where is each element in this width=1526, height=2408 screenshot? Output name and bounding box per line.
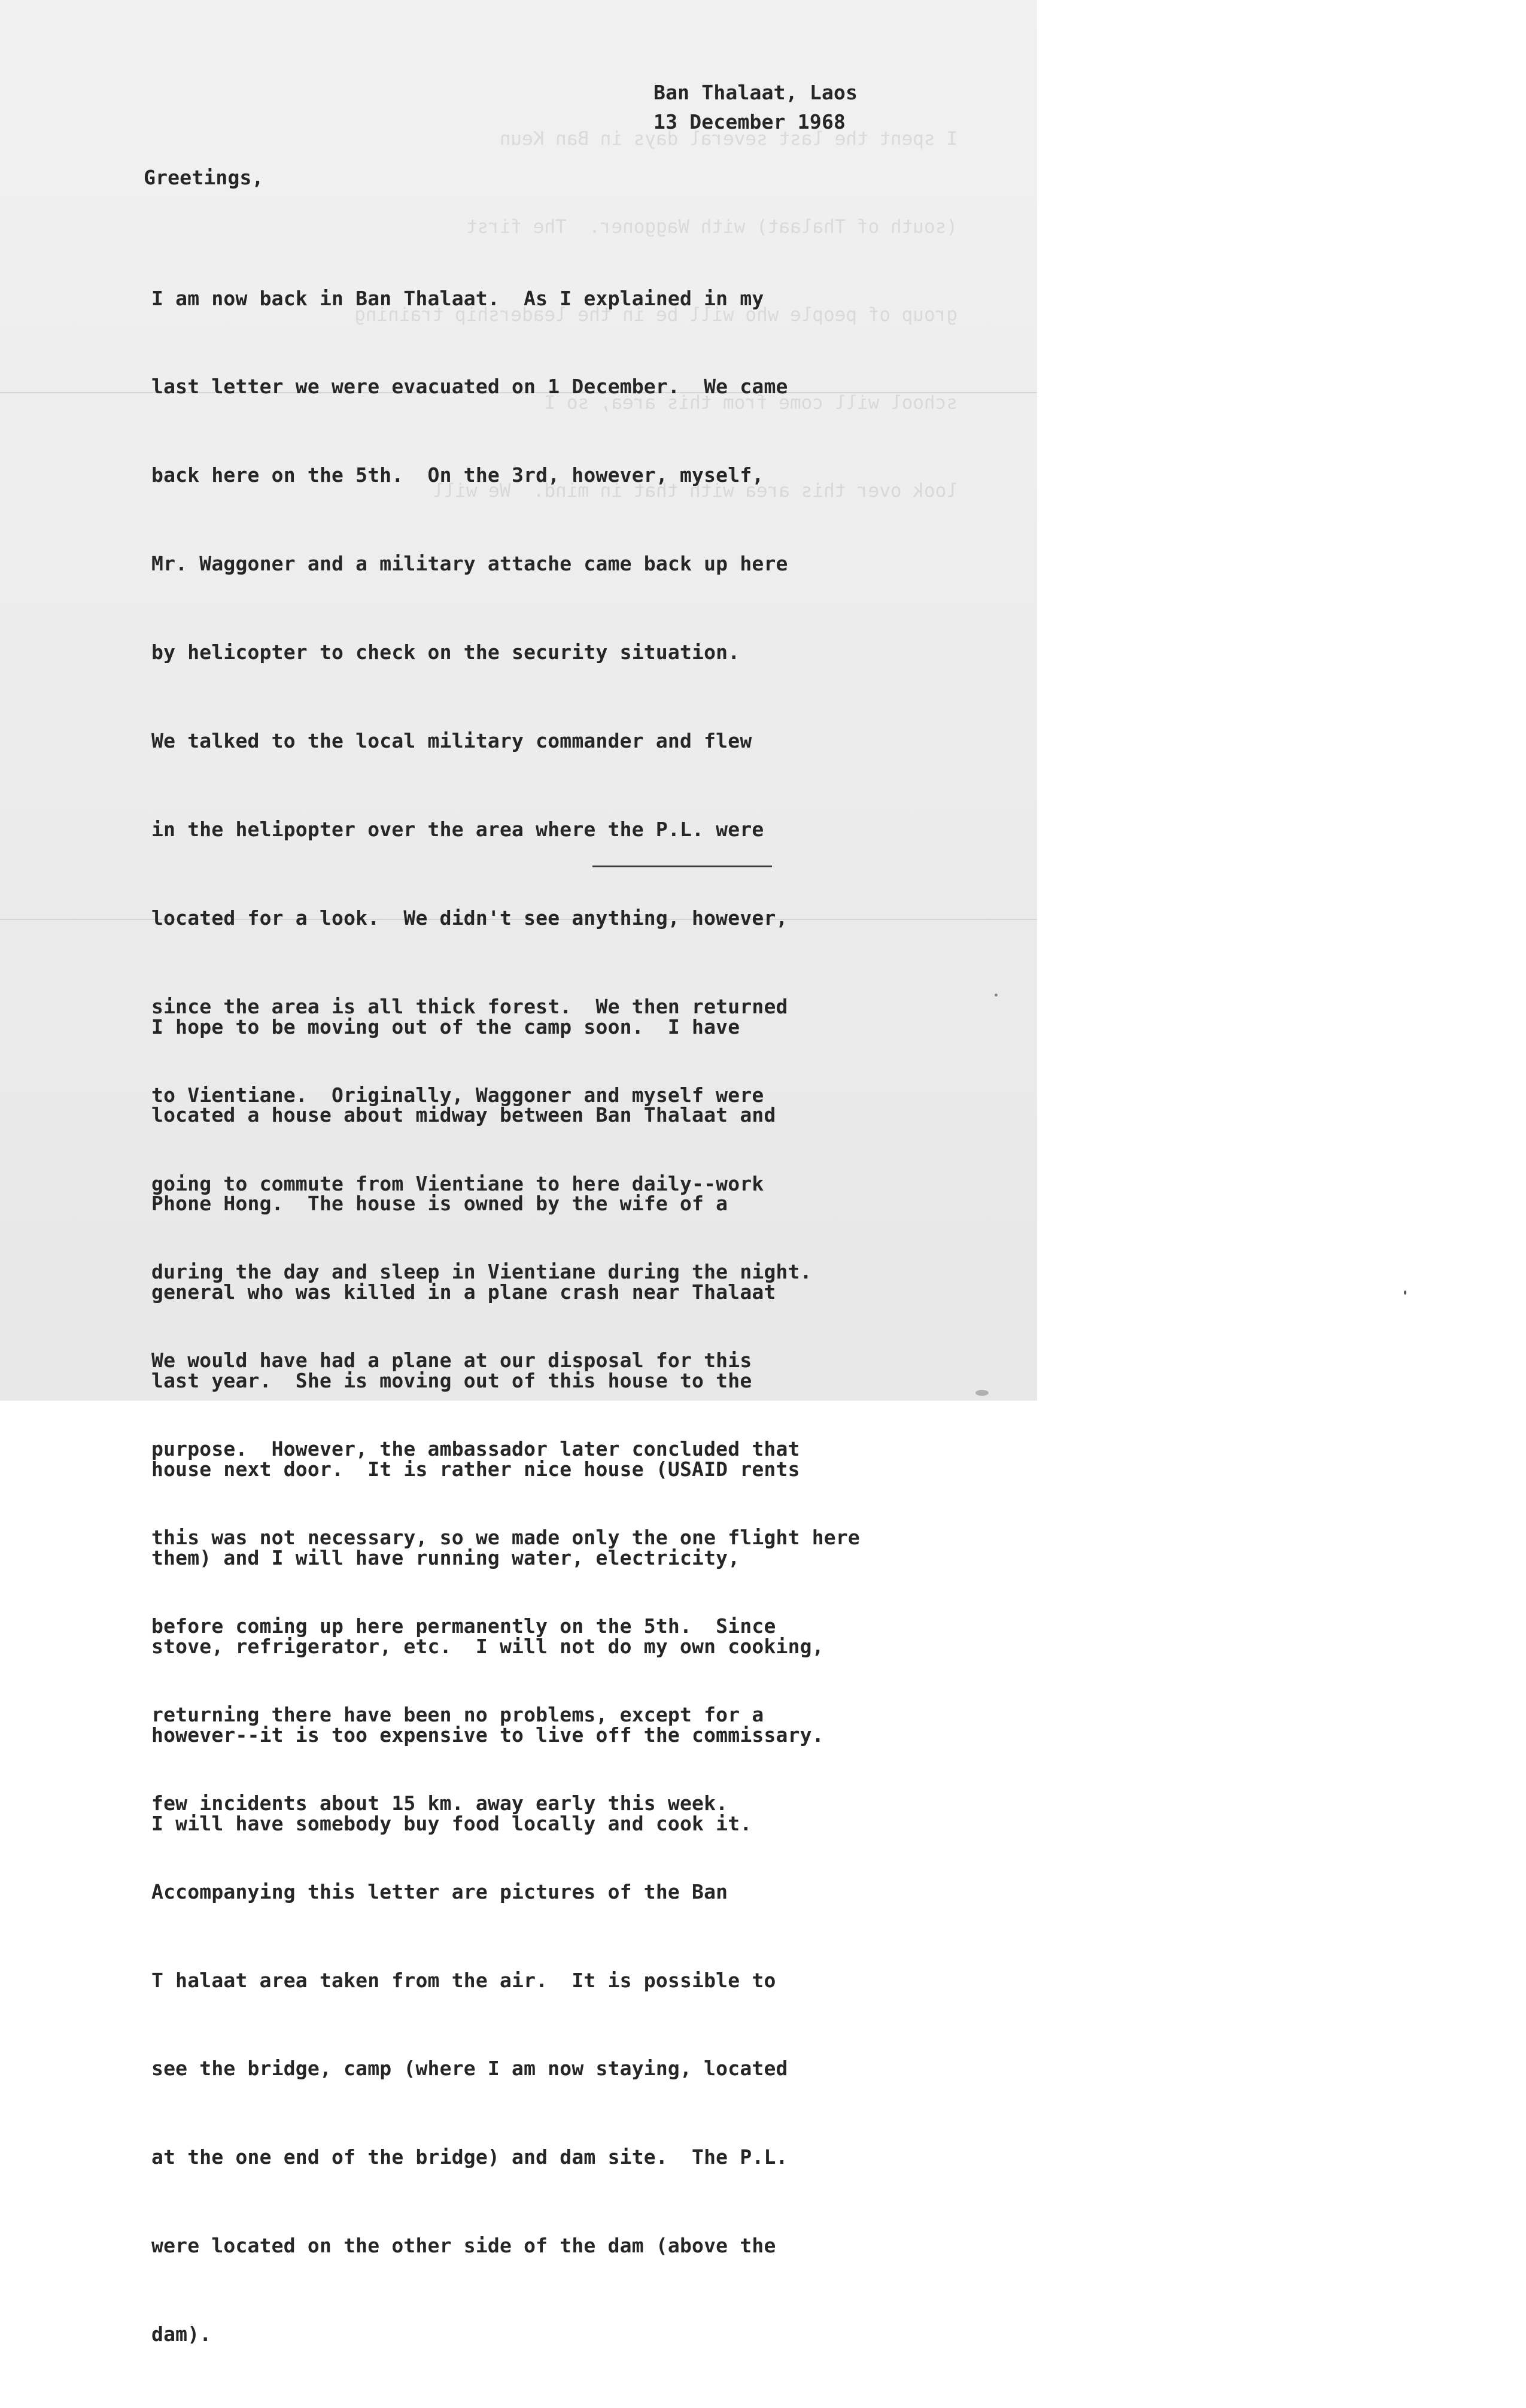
- greeting: Greetings,: [144, 166, 264, 189]
- text-line: during the day and sleep in Vientiane during the night.: [151, 1260, 812, 1284]
- text-line: house next door. It is rather nice house (USAID rents: [151, 1457, 800, 1481]
- text-line: located a house about midway between Ban Thalaat and: [151, 1103, 776, 1127]
- text-line: purpose. However, the ambassador later concluded that: [151, 1437, 800, 1461]
- text-line: dam).: [151, 2322, 212, 2346]
- underline-dam-site: [592, 866, 772, 867]
- text-line: at the one end of the bridge) and dam site. The P.L.: [151, 2145, 788, 2169]
- letter-heading: [653, 78, 858, 136]
- text-line: few incidents about 15 km. away early this week.: [151, 1791, 728, 1815]
- text-line: stove, refrigerator, etc. I will not do my own cooking,: [151, 1634, 824, 1658]
- text-line: back here on the 5th. On the 3rd, however, myself,: [151, 463, 764, 487]
- text-line: see the bridge, camp (where I am now staying, located: [151, 2057, 788, 2081]
- text-line: them) and I will have running water, electricity,: [151, 1545, 740, 1569]
- text-line: this was not necessary, so we made only the one flight here: [151, 1526, 860, 1550]
- heading-place: Ban Thalaat, Laos: [653, 81, 858, 104]
- text-line: by helicopter to check on the security situation.: [151, 640, 740, 664]
- text-line: last letter we were evacuated on 1 December. We came: [151, 375, 788, 399]
- text-line: We talked to the local military commander and flew: [151, 729, 752, 753]
- paper-speck: [975, 1390, 989, 1396]
- text-line: before coming up here permanently on the 5th. Since: [151, 1614, 776, 1638]
- text-line: since the area is all thick forest. We then returned: [151, 994, 788, 1018]
- bleed-line: (south of Thalaat) with Waggoner. The first: [466, 216, 957, 238]
- text-line: Accompanying this letter are pictures of the Ban: [151, 1879, 728, 1903]
- text-line: Mr. Waggoner and a military attache came back up here: [151, 552, 788, 576]
- text-line: T halaat area taken from the air. It is possible to: [151, 1968, 776, 1992]
- text-line: general who was killed in a plane crash near Thalaat: [151, 1280, 776, 1304]
- bleed-line: I spent the last several days in Ban Keun: [499, 128, 957, 150]
- text-line: in the helipopter over the area where the P.L. were: [151, 817, 764, 841]
- paper-speck: [995, 994, 998, 997]
- body-paragraph-2: [151, 953, 824, 1897]
- bleed-line: group of people who will be in the leadership training: [354, 304, 957, 326]
- text-line: I hope to be moving out of the camp soon. I have: [151, 1015, 740, 1038]
- text-line: however--it is too expensive to live off the commissary.: [151, 1723, 824, 1747]
- text-line: to Vientiane. Originally, Waggoner and myself were: [151, 1083, 764, 1107]
- text-line: were located on the other side of the dam (above the: [151, 2234, 776, 2258]
- text-line: We would have had a plane at our disposal for this: [151, 1349, 752, 1372]
- text-line: last year. She is moving out of this house to the: [151, 1369, 752, 1393]
- bleed-line: school will come from this area, so I: [544, 392, 957, 414]
- bleed-line: look over this area with that in mind. We will: [432, 480, 957, 502]
- text-line: returning there have been no problems, except for a: [151, 1702, 764, 1726]
- scanner-speck: [1404, 1290, 1406, 1295]
- text-line: located for a look. We didn't see anything, however,: [151, 906, 788, 930]
- text-line: I will have somebody buy food locally and cook it.: [151, 1811, 752, 1835]
- text-line: going to commute from Vientiane to here daily--work: [151, 1171, 764, 1195]
- text-line: Phone Hong. The house is owned by the wife of a: [151, 1192, 728, 1216]
- heading-date: 13 December 1968: [653, 110, 846, 133]
- text-line: I am now back in Ban Thalaat. As I explained in my: [151, 286, 764, 310]
